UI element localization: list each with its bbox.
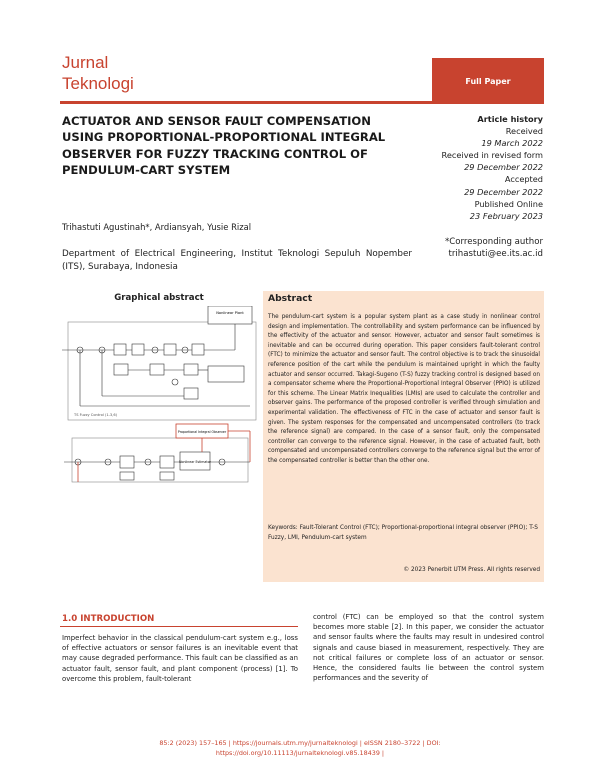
accepted-label: Accepted [504,174,543,185]
accepted-date: 29 December 2022 [464,186,543,197]
received-label: Received [505,126,543,137]
journal-name-line1: Jurnal [62,53,109,72]
corresponding-email[interactable]: trihastuti@ee.its.ac.id [448,249,543,260]
intro-column-1: Imperfect behavior in the classical pendulum-cart system e.g., loss of effective actuators or sensor failures is an inevitable event that may cause degraded performance. This fault can be classified as an actuator fault, sensor fault, and plant component (process) [1]. To overcome this problem, fault-tolerant [62,634,298,683]
journal-name-line2: Teknologi [62,74,134,93]
paper-title: ACTUATOR AND SENSOR FAULT COMPENSATION USING PROPORTIONAL-PROPORTIONAL INTEGRAL OBSERVER FOR FUZZY TRACKING CONTROL OF PENDULUM-CART SYSTEM [62,114,386,178]
section-rule [60,626,298,627]
footer-line2[interactable]: https://doi.org/10.11113/jurnalteknologi.v85.18439 | [215,749,385,757]
estimator-label: Nonlinear Estimator [179,460,211,464]
revised-date: 29 December 2022 [464,162,543,173]
section-heading: 1.0 INTRODUCTION [62,614,155,624]
journal-name [62,52,134,94]
header-rule [60,101,468,104]
published-date: 23 February 2023 [469,210,543,221]
authors: Trihastuti Agustinah*, Ardiansyah, Yusie Rizal [62,222,252,232]
affiliation: Department of Electrical Engineering, Institut Teknologi Sepuluh Nopember (ITS), Surabaya, Indonesia [62,249,412,272]
history-heading: Article history [477,114,543,124]
received-date: 19 March 2022 [481,138,543,149]
page-footer [120,738,480,758]
revised-label: Received in revised form [441,150,543,161]
article-history [410,113,543,222]
plant-label: Nonlinear Plant [216,311,244,315]
intro-column-2: control (FTC) can be employed so that the control system becomes more stable [2]. In this paper, we consider the actuator and sensor faults where the faults may result in undesired control signals and cause biased in measurement, respectively. They are not critical failures or complete loss of an actuator or sensor. Hence, the considered faults lie between the control system performances and the severity of [313,613,544,683]
keywords: Keywords: Fault-Tolerant Control (FTC); Proportional-proportional integral observer (PPIO); T-S Fuzzy, LMI, Pendulum-cart system [268,525,538,541]
graphical-abstract-heading: Graphical abstract [114,293,204,303]
nonlinear-plant-block [208,306,252,324]
footer-line1[interactable]: 85:2 (2023) 157–165 | https://journals.utm.my/jurnalteknologi | eISSN 2180–3722 | DOI: [159,739,441,747]
fuzzy-control-label: TS Fuzzy Control (1-3,6) [74,413,118,417]
abstract-heading: Abstract [268,293,313,304]
observer-label: Proportional Integral Observer [177,430,227,434]
copyright: © 2023 Penerbit UTM Press. All rights reserved [403,567,540,573]
graphical-abstract-diagram [60,306,260,486]
published-label: Published Online [474,198,543,209]
full-paper-badge: Full Paper [432,58,544,104]
corresponding-label: *Corresponding author [444,237,543,247]
corresponding-author [410,236,543,261]
abstract-text: The pendulum-cart system is a popular system plant as a case study in nonlinear control design and implementation. The controllability and system performance can be influenced by the effectivity of the actuator and sensor. However, actuator and sensor fault sometimes is inevitable and can be occurred during operation. This paper considers fault-tolerant control (FTC) to minimize the actuator and sensor fault. The control objective is to track the sinusoidal reference position of the cart while the pendulum is maintained upright in which the faulty actuator and sensor occurred. Takagi-Sugeno (T-S) fuzzy tracking control is designed based on a compensator scheme where the Proportional-Proportional Integral Observer (PPIO) is utilized for this scheme. The Linear Matrix Inequalities (LMIs) are used to calculate the controller and observer gains. The performance of the proposed controller is verified through simulation and experimental validation. The effectiveness of FTC in the case of actuator and sensor fault is given. The system responses for the compensated and uncompensated controllers (to track the reference signal) are compared. In the case of a sensor fault, only the compensated controller can converge to the reference signal. However, in the case of actuated fault, both compensated and uncompensated controllers converge to the reference signal but the error of the compensated controller is better than the other one. [268,314,540,464]
